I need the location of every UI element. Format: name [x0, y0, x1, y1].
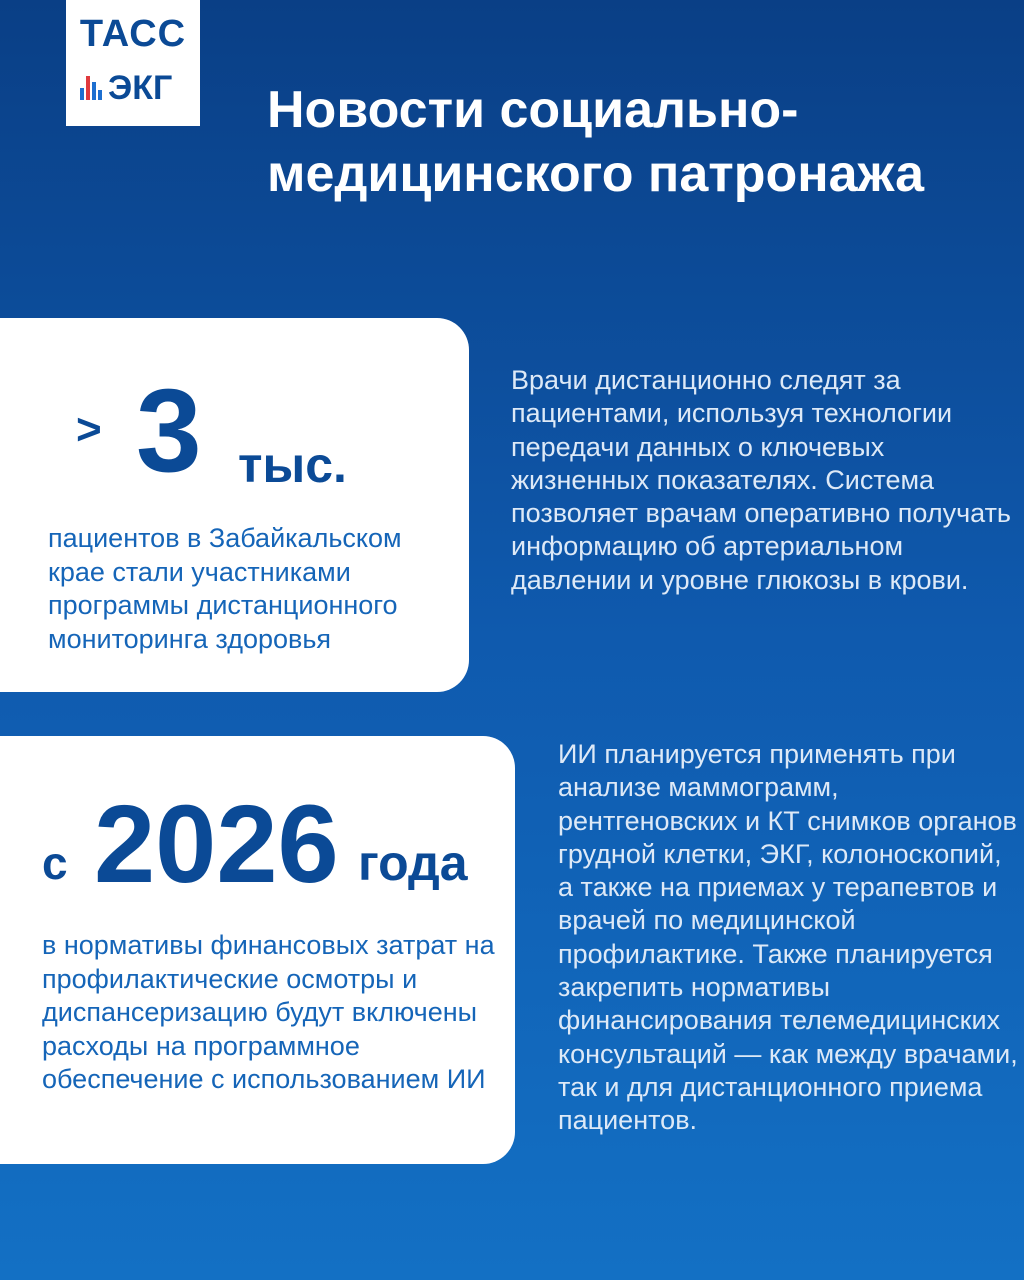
stat-unit-thousand: тыс. — [238, 437, 347, 493]
logo-ekg-text: ЭКГ — [108, 69, 173, 107]
remote-monitoring-text: Врачи дистанционно следят за пациентами, используя технологии передачи данных о ключевых жизненных показателях. Система позволяет врачам оперативно получать информацию об артериальном давлении и уровне глюкозы в крови. — [511, 365, 1012, 595]
logo-tass-text: ТАСС — [79, 13, 187, 55]
tass-ekg-logo — [66, 0, 200, 126]
stat-description-ai-costs: в нормативы финансовых затрат на профилактические осмотры и диспансеризацию будут включены расходы на программное обеспечение с использованием ИИ — [42, 930, 495, 1094]
stat-number-3: 3 — [136, 365, 202, 497]
stat-prefix-since: с — [42, 837, 68, 889]
bar-chart-icon — [80, 76, 102, 100]
stat-description-patients: пациентов в Забайкальском крае стали участниками программы дистанционного мониторинга здоровья — [48, 523, 402, 654]
stat-unit-year: года — [358, 835, 468, 891]
page-title: Новости социально-медицинского патронажа — [267, 81, 924, 203]
ai-application-text: ИИ планируется применять при анализе маммограмм, рентгеновских и КТ снимков органов грудной клетки, ЭКГ, колоноскопий, а также на приемах у терапевтов и врачей по медицинской профилактике. Также планируется закрепить нормативы финансирования телемедицинских консультаций — как между врачами, так и для дистанционного приема пациентов. — [558, 739, 1018, 1136]
stat-prefix-greater-than: > — [76, 405, 102, 454]
stat-number-2026: 2026 — [94, 783, 339, 906]
